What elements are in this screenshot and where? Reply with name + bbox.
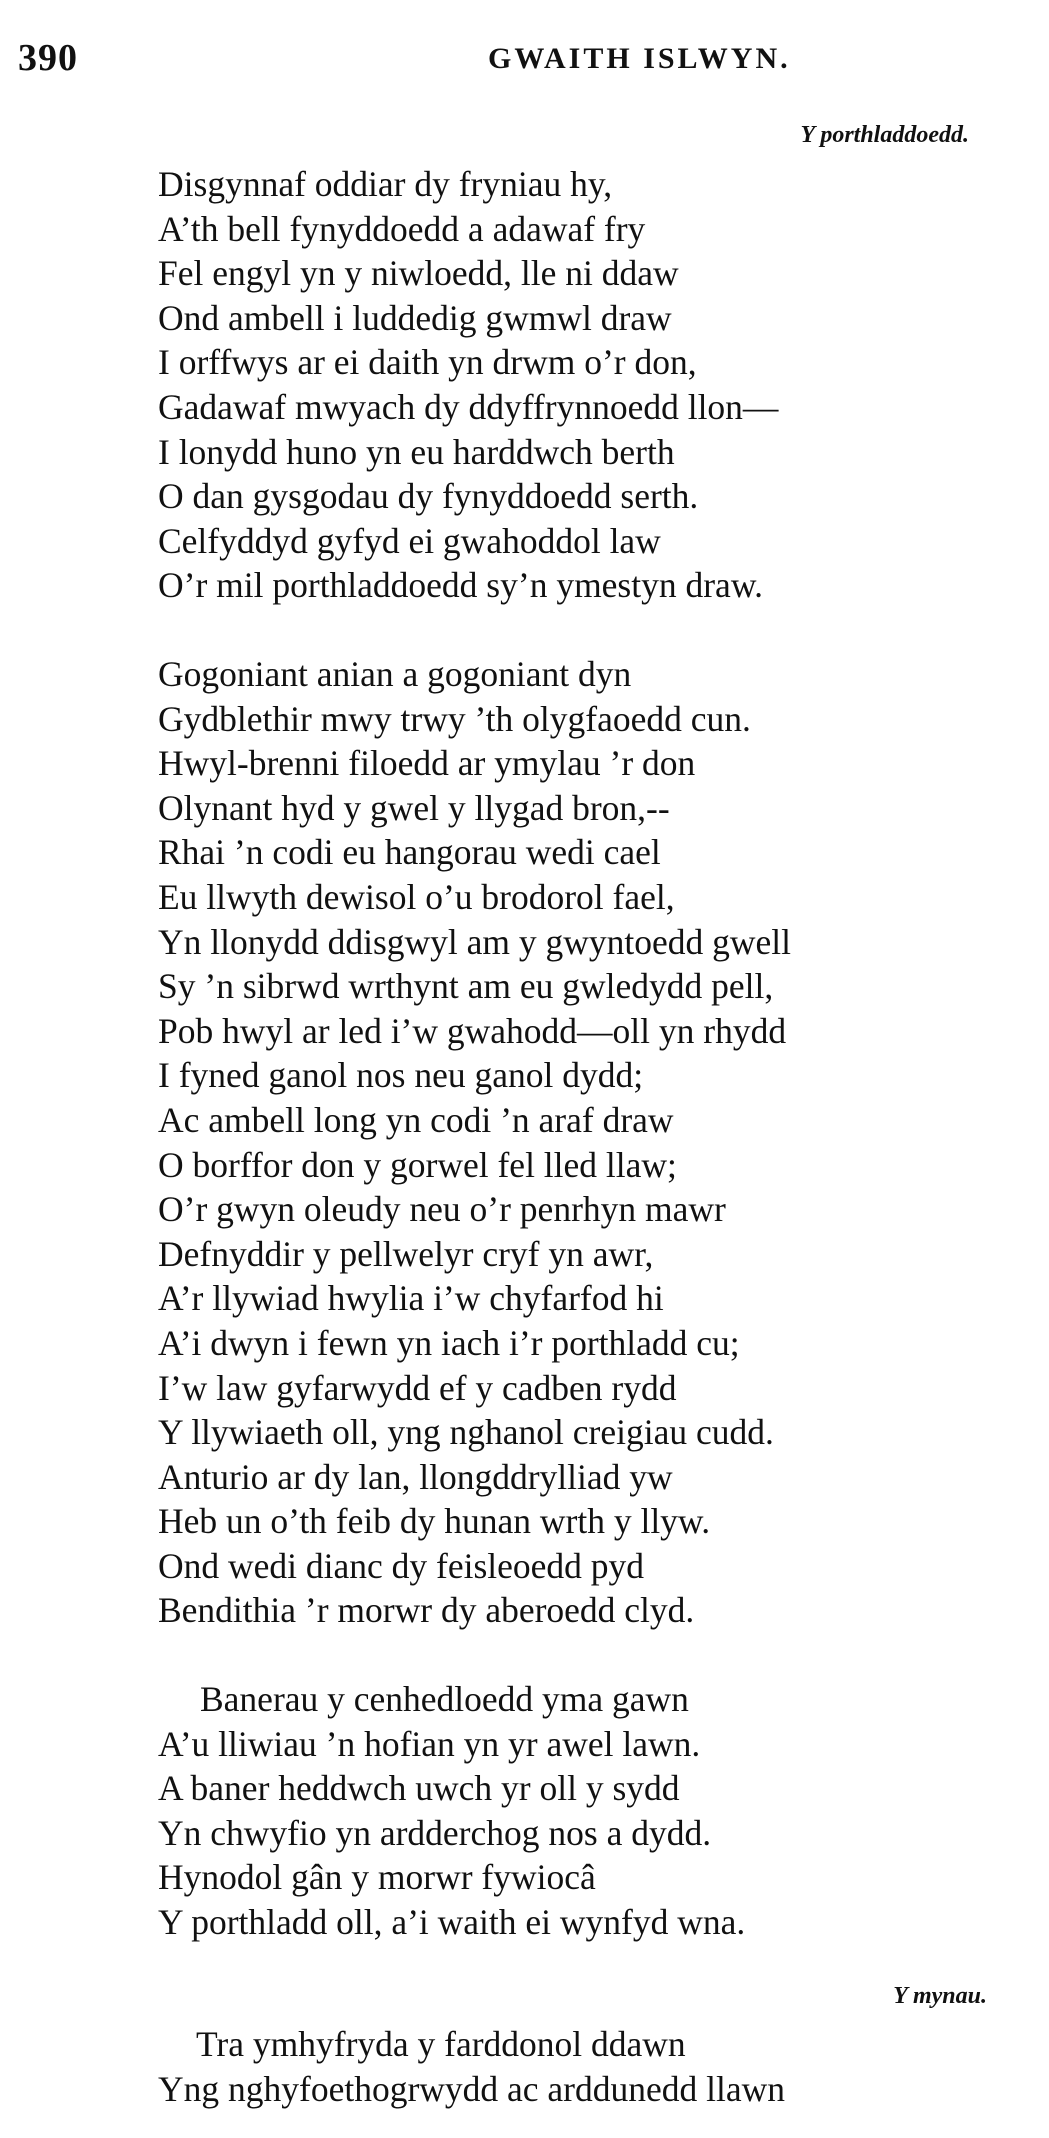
poem-line: Hwyl-brenni filoedd ar ymylau ’r don bbox=[158, 743, 696, 784]
poem-line: Ond wedi dianc dy feisleoedd pyd bbox=[158, 1545, 645, 1586]
poem-line: A’u lliwiau ’n hofian yn yr awel lawn. bbox=[158, 1723, 701, 1764]
poem-line: I lonydd huno yn eu harddwch berth bbox=[158, 431, 675, 472]
running-head: GWAITH ISLWYN. bbox=[488, 42, 791, 75]
poem-line: Y llywiaeth oll, yng nghanol creigiau cudd. bbox=[158, 1412, 774, 1453]
poem-line: Ond ambell i luddedig gwmwl draw bbox=[158, 297, 672, 338]
poem-line: Defnyddir y pellwelyr cryf yn awr, bbox=[158, 1233, 654, 1274]
poem-line: Y porthladd oll, a’i waith ei wynfyd wna. bbox=[158, 1901, 746, 1942]
poem-line: A’th bell fynyddoedd a adawaf fry bbox=[158, 208, 646, 249]
stanza-1 bbox=[158, 162, 778, 608]
poem-line: Heb un o’th feib dy hunan wrth y llyw. bbox=[158, 1501, 711, 1542]
stanza-3 bbox=[158, 1677, 745, 1945]
poem-line: Fel engyl yn y niwloedd, lle ni ddaw bbox=[158, 253, 679, 294]
poem-line: O dan gysgodau dy fynyddoedd serth. bbox=[158, 476, 699, 517]
poem-line: O’r gwyn oleudy neu o’r penrhyn mawr bbox=[158, 1189, 726, 1230]
poem-line: Bendithia ’r morwr dy aberoedd clyd. bbox=[158, 1590, 695, 1631]
poem-line: Ac ambell long yn codi ’n araf draw bbox=[158, 1099, 674, 1140]
stanza-4 bbox=[158, 2022, 785, 2111]
poem-line: I fyned ganol nos neu ganol dydd; bbox=[158, 1055, 644, 1096]
poem-line: A’i dwyn i fewn yn iach i’r porthladd cu; bbox=[158, 1322, 740, 1363]
poem-line: Pob hwyl ar led i’w gwahodd—oll yn rhydd bbox=[158, 1010, 787, 1051]
poem-line: Celfyddyd gyfyd ei gwahoddol law bbox=[158, 520, 661, 561]
poem-line: Anturio ar dy lan, llongddrylliad yw bbox=[158, 1456, 673, 1497]
poem-line: O borffor don y gorwel fel lled llaw; bbox=[158, 1144, 677, 1185]
poem-line: Yn chwyfio yn ardderchog nos a dydd. bbox=[158, 1812, 712, 1853]
poem-line: A baner heddwch uwch yr oll y sydd bbox=[158, 1768, 680, 1809]
poem-line: A’r llywiad hwylia i’w chyfarfod hi bbox=[158, 1278, 664, 1319]
poem-line: I orffwys ar ei daith yn drwm o’r don, bbox=[158, 342, 697, 383]
poem-line: Yn llonydd ddisgwyl am y gwyntoedd gwell bbox=[158, 921, 792, 962]
poem-line: Rhai ’n codi eu hangorau wedi cael bbox=[158, 832, 661, 873]
page-number: 390 bbox=[18, 37, 78, 79]
poem-line: Tra ymhyfryda y farddonol ddawn bbox=[196, 2024, 686, 2064]
poem-line: O’r mil porthladdoedd sy’n ymestyn draw. bbox=[158, 565, 764, 606]
poem-line: Disgynnaf oddiar dy fryniau hy, bbox=[158, 164, 613, 204]
poem-line: Eu llwyth dewisol o’u brodorol fael, bbox=[158, 876, 675, 917]
poem-line: Olynant hyd y gwel y llygad bron,-- bbox=[158, 787, 670, 828]
poem-line: Yng nghyfoethogrwydd ac arddunedd llawn bbox=[158, 2068, 786, 2109]
section-heading-porthladdoedd: Y porthladdoedd. bbox=[800, 122, 969, 148]
poem-line: Gogoniant anian a gogoniant dyn bbox=[158, 654, 632, 694]
poem-line: Gydblethir mwy trwy ’th olygfaoedd cun. bbox=[158, 698, 751, 739]
poem-line: Hynodol gân y morwr fywiocâ bbox=[158, 1857, 596, 1898]
poem-line: I’w law gyfarwydd ef y cadben rydd bbox=[158, 1367, 677, 1408]
poem-line: Sy ’n sibrwd wrthynt am eu gwledydd pell, bbox=[158, 966, 774, 1007]
poem-line: Gadawaf mwyach dy ddyffrynnoedd llon— bbox=[158, 386, 779, 427]
section-heading-mynau: Y mynau. bbox=[893, 1983, 987, 2009]
poem-line: Banerau y cenhedloedd yma gawn bbox=[200, 1679, 689, 1719]
stanza-2 bbox=[158, 652, 791, 1633]
